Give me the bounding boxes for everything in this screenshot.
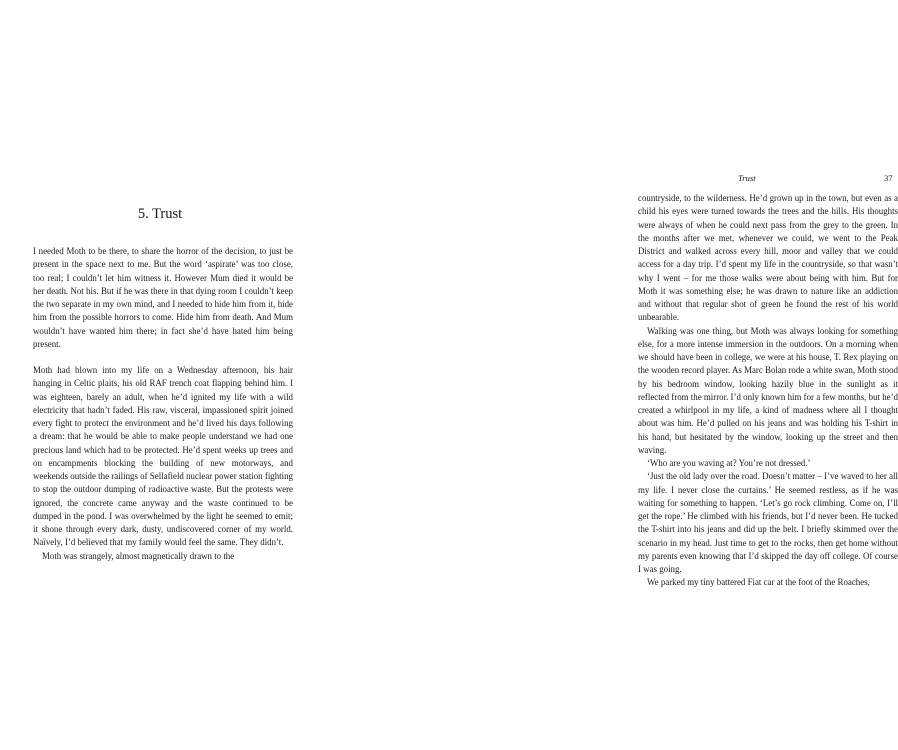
- right-page: [300, 0, 898, 750]
- paragraph: Moth was strangely, almost magnetically drawn to the: [42, 550, 235, 561]
- paragraph: I needed Moth to be there, to share the horror of the decision, to just be present in the space next to me. But the word ‘aspirate’ was too close, too real; I couldn’t let him witness it. However Mum died it would be her death. Not his. But if he was there in that dying room I couldn’t keep the two separate in my own mind, and I needed to hide him from it, hide him from the possible horrors to come. Hide him from death. And Mum wouldn’t have wanted him there; in fact she’d have hated him being present.: [33, 246, 293, 349]
- paragraph: Moth had blown into my life on a Wednesday afternoon, his hair hanging in Celtic plaits, his old RAF trench coat flapping behind him. I was eighteen, barely an adult, when he’d ignited my life with a wild electricity that hadn’t faded. His raw, visceral, impassioned spirit joined every fight to protect the environment and he’d lived his days following a dream: that he would be able to make people understand we had one precious land which had to be protected. He’d spent weeks up trees and on encampments blocking the building of new motorways, and weekends outside the railings of Sellafield nuclear power station fighting to stop the outdoor dumping of radioactive waste. But the protests were ignored, the concrete came anyway and the waste continued to be dumped in the pond. I was overwhelmed by the light he seemed to emit; it shone through every dark, dusty, undiscovered corner of my world. Naïvely, I’d believed that my family would feel the same. They didn’t.: [33, 365, 293, 548]
- page-number: 37: [884, 173, 893, 183]
- paragraph: Walking was one thing, but Moth was always looking for something else, for a more intense immersion in the outdoors. On a morning when we should have been in college, we were at his house, T. Rex playing on the wooden record player. As Marc Bolan rode a white swan, Moth stood by his bedroom window, looking hazily blue in the sunlight as it reflected from the mirror. I’d only known him for a few months, but he’d created a whirlpool in my life, a kind of madness where all I thought about was him. He’d pulled on his jeans and was holding his T-shirt in his hand, but hesitated by the window, looking up the street and then waving.: [638, 325, 898, 455]
- running-head: Trust: [738, 173, 756, 183]
- left-body-text: [33, 245, 293, 563]
- paragraph: ‘Who are you waving at? You’re not dressed.’: [647, 458, 811, 468]
- paragraph: We parked my tiny battered Fiat car at the foot of the Roaches,: [647, 577, 870, 588]
- paragraph: countryside, to the wilderness. He’d grown up in the town, but even as a child his eyes were turned towards the trees and the hills. His thoughts were always of when he could next pass from the grey to the green. In the months after we met, whenever we could, we went to the Peak District and walked across every hill, moor and valley that we could access for a day trip. I’d spent my life in the countryside, so that wasn’t why I went – for me those walks were about being with him. But for Moth it was something else; he was drawn to nature like an addiction and without that regular shot of green he found the rest of his world unbearable.: [638, 193, 898, 323]
- chapter-title: 5. Trust: [137, 206, 183, 222]
- left-page: [0, 0, 300, 750]
- right-body-text: [638, 192, 898, 590]
- paragraph: ‘Just the old lady over the road. Doesn’t matter – I’ve waved to her all my life. I never close the curtains.’ He seemed restless, as if he was waiting for something to happen. ‘Let’s go rock climbing. Come on, I’ll get the rope.’ He climbed with his friends, but I’d never been. He tucked the T-shirt into his jeans and did up the belt. I briefly skimmed over the scenario in my head. Just time to get to the rocks, then get home without my parents even knowing that I’d skipped the day off college. Of course I was going.: [638, 471, 898, 574]
